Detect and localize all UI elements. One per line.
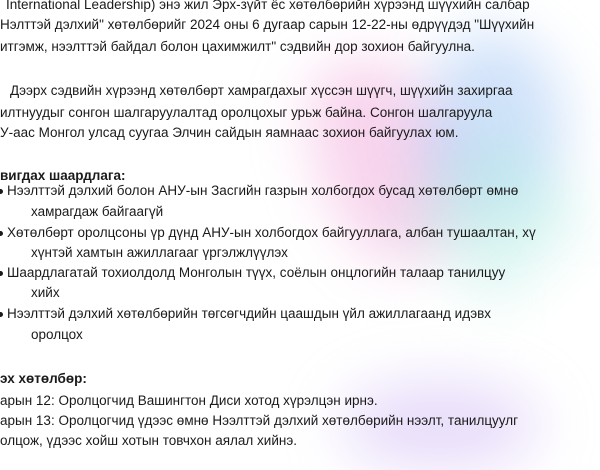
program-line-2: арын 13: Оролцогчид үдээс өмнө Нээлттэй дэлхий хөтөлбөрийн нээлт, танилцуулг (0, 413, 519, 428)
requirements-heading: вигдах шаардлага: (0, 168, 126, 183)
requirement-3-line-1: Шаардлагатай тохиолдолд Монголын түүх, соёлын онцлогийн талаар танилцуу (7, 265, 506, 280)
bullet-icon (0, 312, 3, 317)
paragraph-1-line-2: Нэлттэй дэлхий" хөтөлбөрийг 2024 оны 6 дугаар сарын 12-22-ны өдрүүдэд "Шүүхийн (0, 17, 535, 32)
decorative-pink-shape (288, 37, 491, 282)
paragraph-1-line-1: International Leadership) энэ жил Эрх-зүйт ёс хөтөлбөрийн хүрээнд шүүхийн салбар (6, 0, 530, 12)
paragraph-2-line-1: Дээрх сэдвийн хүрээнд хөтөлбөрт хамрагдахыг хүссэн шүүгч, шүүхийн захиргаа (10, 83, 513, 98)
requirement-1-line-1: Нээлттэй дэлхий болон АНУ-ын Засгийн газрын холбогдох бусад хөтөлбөрт өмнө (7, 183, 519, 198)
requirement-4-line-2: оролцох (31, 327, 83, 342)
program-line-1: арын 12: Оролцогчид Вашингтон Диси хотод хүрэлцэн ирнэ. (0, 393, 378, 408)
requirement-4-line-1: Нээлттэй дэлхий хөтөлбөрийн төгсөгчдийн цаашдын үйл ажиллагаанд идэвх (7, 306, 492, 321)
requirement-3-line-2: хийх (31, 285, 60, 300)
paragraph-2-line-3: У-аас Монгол улсад суугаа Элчин сайдын яамнаас зохион байгуулах юм. (0, 125, 459, 140)
requirement-1-line-2: хамрагдаж байгаагүй (31, 204, 164, 219)
bullet-icon (0, 271, 3, 276)
requirement-2-line-1: Хөтөлбөрт оролцсоны үр дүнд АНУ-ын холбогдох байгууллага, албан тушаалтан, хү (7, 225, 536, 240)
program-line-3: олцож, үдээс хойш хотын товчхон аялал хийнэ. (0, 433, 297, 448)
paragraph-1-line-3: итгэмж, нээлттэй байдал болон цахимжилт" сэдвийн дор зохион байгуулна. (0, 39, 475, 54)
program-heading: эх хөтөлбөр: (0, 371, 87, 386)
paragraph-2-line-2: илтнуудыг сонгон шалгаруулалтад оролцохыг урьж байна. Сонгон шалгаруула (0, 105, 493, 120)
bullet-icon (0, 189, 3, 194)
bullet-icon (0, 231, 3, 236)
requirement-2-line-2: хүнтэй хамтын ажиллагааг үргэлжлүүлэх (31, 245, 288, 260)
